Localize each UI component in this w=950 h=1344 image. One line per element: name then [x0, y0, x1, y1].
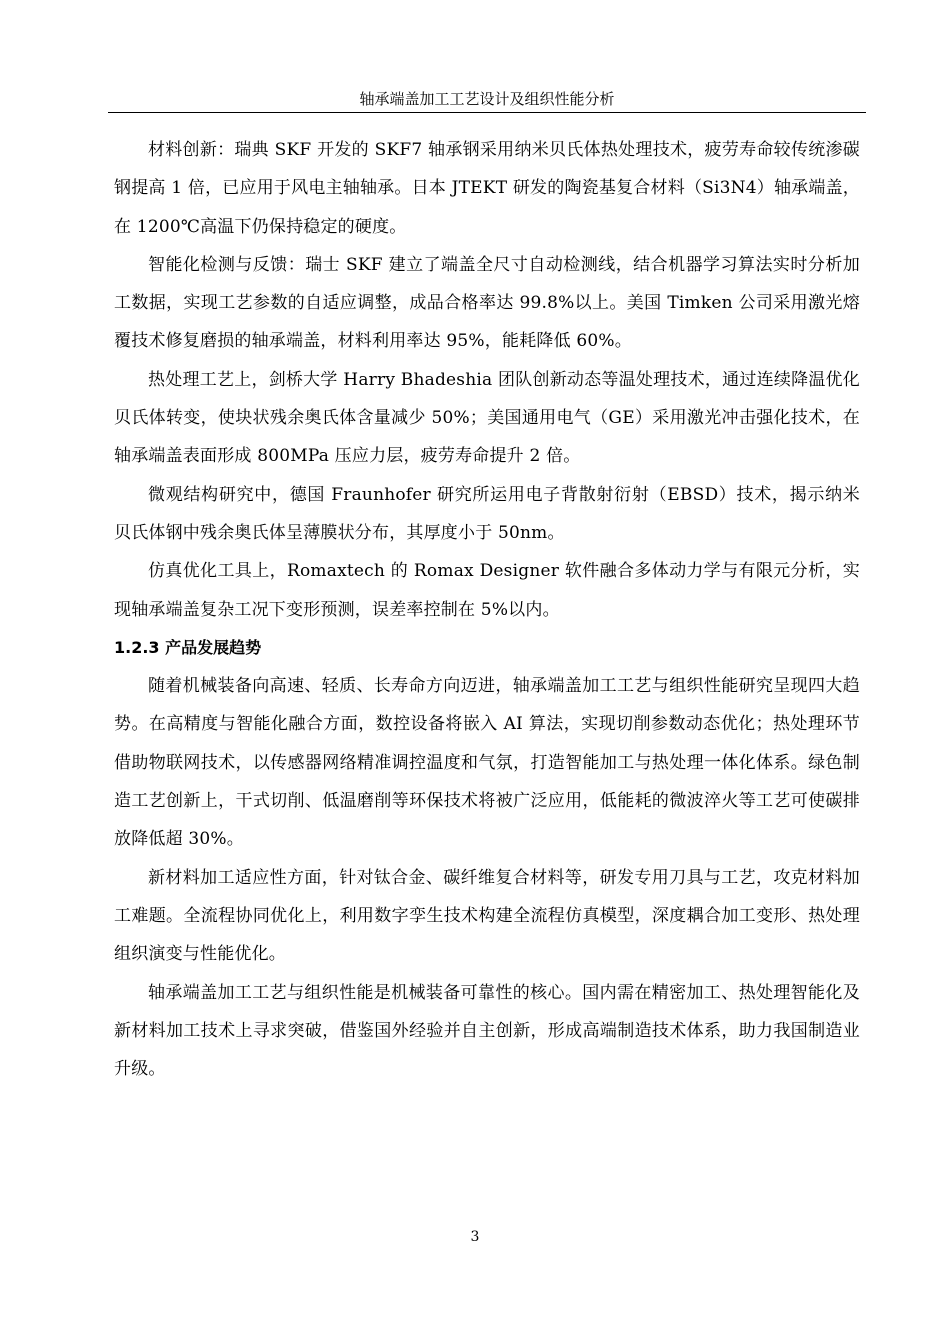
paragraph-microstructure: 微观结构研究中，德国 Fraunhofer 研究所运用电子背散射衍射（EBSD）技术，揭示纳米贝氏体钢中残余奥氏体呈薄膜状分布，其厚度小于 50nm。 [114, 484, 860, 543]
paragraph-trends-overview: 随着机械装备向高速、轻质、长寿命方向迈进，轴承端盖加工工艺与组织性能研究呈现四大趋势。在高精度与智能化融合方面，数控设备将嵌入 AI 算法，实现切削参数动态优化；热处理环节借助物联网技术，以传感器网络精准调控温度和气氛，打造智能加工与热处理一体化体系。绿色制造工艺创新上，干式切削、低温磨削等环保技术将被广泛应用，低能耗的微波淬火等工艺可使碳排放降低超 30%。 [114, 676, 860, 850]
paragraph-new-materials: 新材料加工适应性方面，针对钛合金、碳纤维复合材料等，研发专用刀具与工艺，攻克材料加工难题。全流程协同优化上，利用数字孪生技术构建全流程仿真模型，深度耦合加工变形、热处理组织演变与性能优化。 [114, 867, 860, 965]
running-header: 轴承端盖加工工艺设计及组织性能分析 [108, 89, 866, 113]
paragraph-intelligent-inspection: 智能化检测与反馈：瑞士 SKF 建立了端盖全尺寸自动检测线，结合机器学习算法实时分析加工数据，实现工艺参数的自适应调整，成品合格率达 99.8%以上。美国 Timken 公司采用激光熔覆技术修复磨损的轴承端盖，材料利用率达 95%，能耗降低 60%。 [114, 254, 860, 352]
paragraph-material-innovation: 材料创新：瑞典 SKF 开发的 SKF7 轴承钢采用纳米贝氏体热处理技术，疲劳寿命较传统渗碳钢提高 1 倍，已应用于风电主轴轴承。日本 JTEKT 研发的陶瓷基复合材料（Si3N4）轴承端盖，在 1200℃高温下仍保持稳定的硬度。 [114, 140, 860, 237]
paragraph-heat-treatment: 热处理工艺上，剑桥大学 Harry Bhadeshia 团队创新动态等温处理技术，通过连续降温优化贝氏体转变，使块状残余奥氏体含量减少 50%；美国通用电气（GE）采用激光冲击强化技术，在轴承端盖表面形成 800MPa 压应力层，疲劳寿命提升 2 倍。 [114, 369, 860, 467]
page-number: 3 [470, 1229, 480, 1245]
section-heading: 1.2.3 产品发展趋势 [114, 637, 262, 657]
paragraph-conclusion: 轴承端盖加工工艺与组织性能是机械装备可靠性的核心。国内需在精密加工、热处理智能化及新材料加工技术上寻求突破，借鉴国外经验并自主创新，形成高端制造技术体系，助力我国制造业升级。 [114, 982, 860, 1080]
page-body [114, 131, 860, 1088]
paragraph-simulation: 仿真优化工具上，Romaxtech 的 Romax Designer 软件融合多体动力学与有限元分析，实现轴承端盖复杂工况下变形预测，误差率控制在 5%以内。 [114, 561, 860, 620]
